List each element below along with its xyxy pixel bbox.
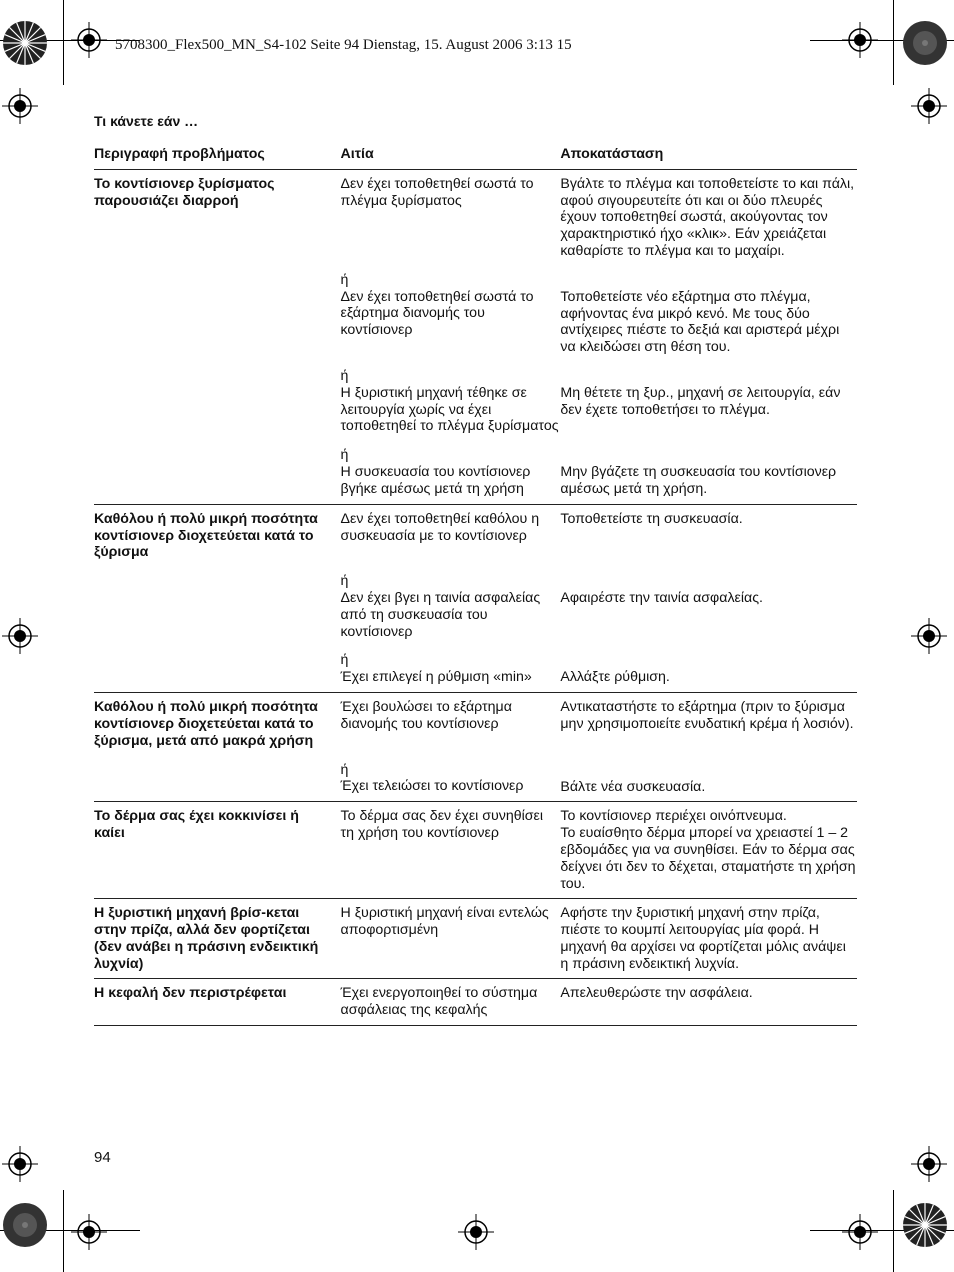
cause-cell: ή Έχει τελειώσει το κοντίσιονερ (341, 756, 561, 802)
table-row (94, 169, 857, 265)
registration-mark-icon (2, 618, 38, 654)
table-header-row (94, 142, 857, 169)
problem-cell (94, 567, 341, 646)
remedy-cell: Βγάλτε το πλέγμα και τοποθετείστε το και πάλι, αφού σιγουρευτείτε ότι και οι δύο πλευρές έχουν τοποθετηθεί σωστά, ακούγοντας τον χαρακτηριστικό ήχο «κλικ». Εάν χρειάζεται καθαρίστε το πλέγμα και το μαχαίρι. (560, 175, 855, 259)
problem-description: Το κοντίσιονερ ξυρίσματος παρουσιάζει διαρροή (94, 175, 275, 209)
problem-cell (94, 979, 341, 1026)
problem-cell (94, 504, 341, 567)
problem-cell (94, 441, 341, 504)
registration-mark-icon (911, 618, 947, 654)
cause-cell: ή Η ξυριστική μηχανή τέθηκε σε λειτουργία χωρίς να έχει τοποθετηθεί το πλέγμα ξυρίσματος (340, 367, 559, 435)
problem-cell (94, 802, 341, 899)
cause-cell: Δεν έχει τοποθετηθεί σωστά το πλέγμα ξυρίσματος (340, 175, 534, 209)
crop-mark-line (893, 1190, 894, 1272)
table-row (94, 693, 857, 756)
remedy-cell: Απελευθερώστε την ασφάλεια. (560, 979, 857, 1026)
registration-mark-icon (842, 22, 878, 58)
registration-mark-icon (2, 88, 38, 124)
remedy-cell: Αλλάξτε ρύθμιση. (560, 646, 857, 692)
starburst-target-icon (902, 1202, 948, 1248)
page-number: 94 (94, 1149, 111, 1166)
remedy-cell: Τοποθετείστε τη συσκευασία. (560, 510, 743, 527)
remedy-cell: Το κοντίσιονερ περιέχει οινόπνευμα. Το ευαίσθητο δέρμα μπορεί να χρειαστεί 1 – 2 εβδομάδες για να συνηθίσει. Εάν το δέρμα σας δείχνει ότι δεν το δέχεται, σταματήστε τη χρήση του. (560, 802, 857, 899)
registration-mark-icon (911, 1146, 947, 1182)
problem-description: Καθόλου ή πολύ μικρή ποσότητα κοντίσιονερ διοχετεύεται κατά το ξύρισμα, μετά από μακρά χρήση (94, 699, 318, 749)
starburst-target-icon (2, 1202, 48, 1248)
remedy-cell: Αφήστε την ξυριστική μηχανή στην πρίζα, πιέστε το κουμπί λειτουργίας μία φορά. Η μηχανή θα αρχίσει να φορτίζεται μόλις ανάψει η πράσινη ενδεικτική λυχνία. (560, 899, 857, 979)
problem-description: Η ξυριστική μηχανή βρίσ-κεται στην πρίζα, αλλά δεν φορτίζεται (δεν ανάβει η πράσινη ενδεικτική λυχνία) (94, 905, 319, 972)
table-row (94, 362, 857, 441)
remedy-cell: Αντικαταστήστε το εξάρτημα (πριν το ξύρισμα μην χρησιμοποιείτε ενυδατική κρέμα ή λοσιόν). (560, 699, 854, 732)
remedy-cell: Τοποθετείστε νέο εξάρτημα στο πλέγμα, αφήνοντας ένα μικρό κενό. Με τους δύο αντίχειρες πιέστε το δεξιά και αριστερά μέχρι να κλειδώσει στη θέση του. (560, 288, 840, 356)
column-header-problem: Περιγραφή προβλήματος (94, 142, 341, 169)
starburst-target-icon (2, 20, 48, 66)
cause-cell: Έχει ενεργοποιηθεί το σύστημα ασφάλειας της κεφαλής (341, 979, 561, 1026)
remedy-cell: Αφαιρέστε την ταινία ασφαλείας. (560, 590, 764, 607)
problem-description: Η κεφαλή δεν περιστρέφεται (94, 985, 287, 1002)
cause-cell: ή Έχει επιλεγεί η ρύθμιση «min» (341, 646, 561, 692)
table-row (94, 441, 857, 504)
problem-description: Καθόλου ή πολύ μικρή ποσότητα κοντίσιονερ διοχετεύεται κατά το ξύρισμα (94, 510, 318, 561)
cause-cell: Το δέρμα σας δεν έχει συνηθίσει τη χρήση του κοντίσιονερ (341, 802, 561, 899)
table-row (94, 802, 857, 899)
table-row (94, 504, 857, 567)
column-header-remedy: Αποκατάσταση (560, 142, 857, 169)
cause-cell: ή Δεν έχει τοποθετηθεί σωστά το εξάρτημα διανομής του κοντίσιονερ (340, 271, 534, 339)
starburst-target-icon (902, 20, 948, 66)
crop-mark-line (893, 0, 894, 85)
problem-cell (94, 169, 341, 265)
table-row (94, 979, 857, 1026)
registration-mark-icon (842, 1214, 878, 1250)
cause-cell: Έχει βουλώσει το εξάρτημα διανομής του κοντίσιονερ (340, 699, 512, 732)
table-row (94, 567, 857, 646)
cause-cell: Η ξυριστική μηχανή είναι εντελώς αποφορτισμένη (341, 899, 561, 979)
remedy-cell: Βάλτε νέα συσκευασία. (560, 756, 857, 802)
registration-mark-icon (71, 1214, 107, 1250)
crop-mark-line (63, 1190, 64, 1272)
table-body (94, 169, 857, 1025)
table-row (94, 756, 857, 802)
remedy-cell: Μην βγάζετε τη συσκευασία του κοντίσιονερ αμέσως μετά τη χρήση. (560, 441, 857, 504)
cause-cell: ή Δεν έχει βγει η ταινία ασφαλείας από τη συσκευασία του κοντίσιονερ (340, 573, 541, 640)
page-title: Τι κάνετε εάν … (94, 113, 199, 129)
registration-mark-icon (2, 1146, 38, 1182)
problem-cell (94, 646, 341, 692)
problem-description: Το δέρμα σας έχει κοκκινίσει ή καίει (94, 808, 299, 842)
problem-cell (94, 693, 341, 756)
table-row (94, 266, 857, 362)
registration-mark-icon (458, 1214, 494, 1250)
column-header-cause: Αιτία (341, 142, 561, 169)
cause-cell: Δεν έχει τοποθετηθεί καθόλου η συσκευασία με το κοντίσιονερ (340, 510, 540, 544)
crop-mark-line (63, 0, 64, 85)
problem-cell (94, 756, 341, 802)
table-row (94, 646, 857, 692)
print-slug-header: 5708300_Flex500_MN_S4-102 Seite 94 Dienstag, 15. August 2006 3:13 15 (115, 37, 572, 53)
remedy-cell: Μη θέτετε τη ξυρ., μηχανή σε λειτουργία, εάν δεν έχετε τοποθετήσει το πλέγμα. (560, 384, 841, 418)
problem-cell (94, 362, 341, 441)
registration-mark-icon (71, 22, 107, 58)
registration-mark-icon (911, 88, 947, 124)
problem-cell (94, 899, 341, 979)
problem-cell (94, 266, 341, 362)
cause-cell: ή Η συσκευασία του κοντίσιονερ βγήκε αμέσως μετά τη χρήση (341, 441, 561, 504)
table-row (94, 899, 857, 979)
troubleshooting-table (94, 142, 857, 1026)
